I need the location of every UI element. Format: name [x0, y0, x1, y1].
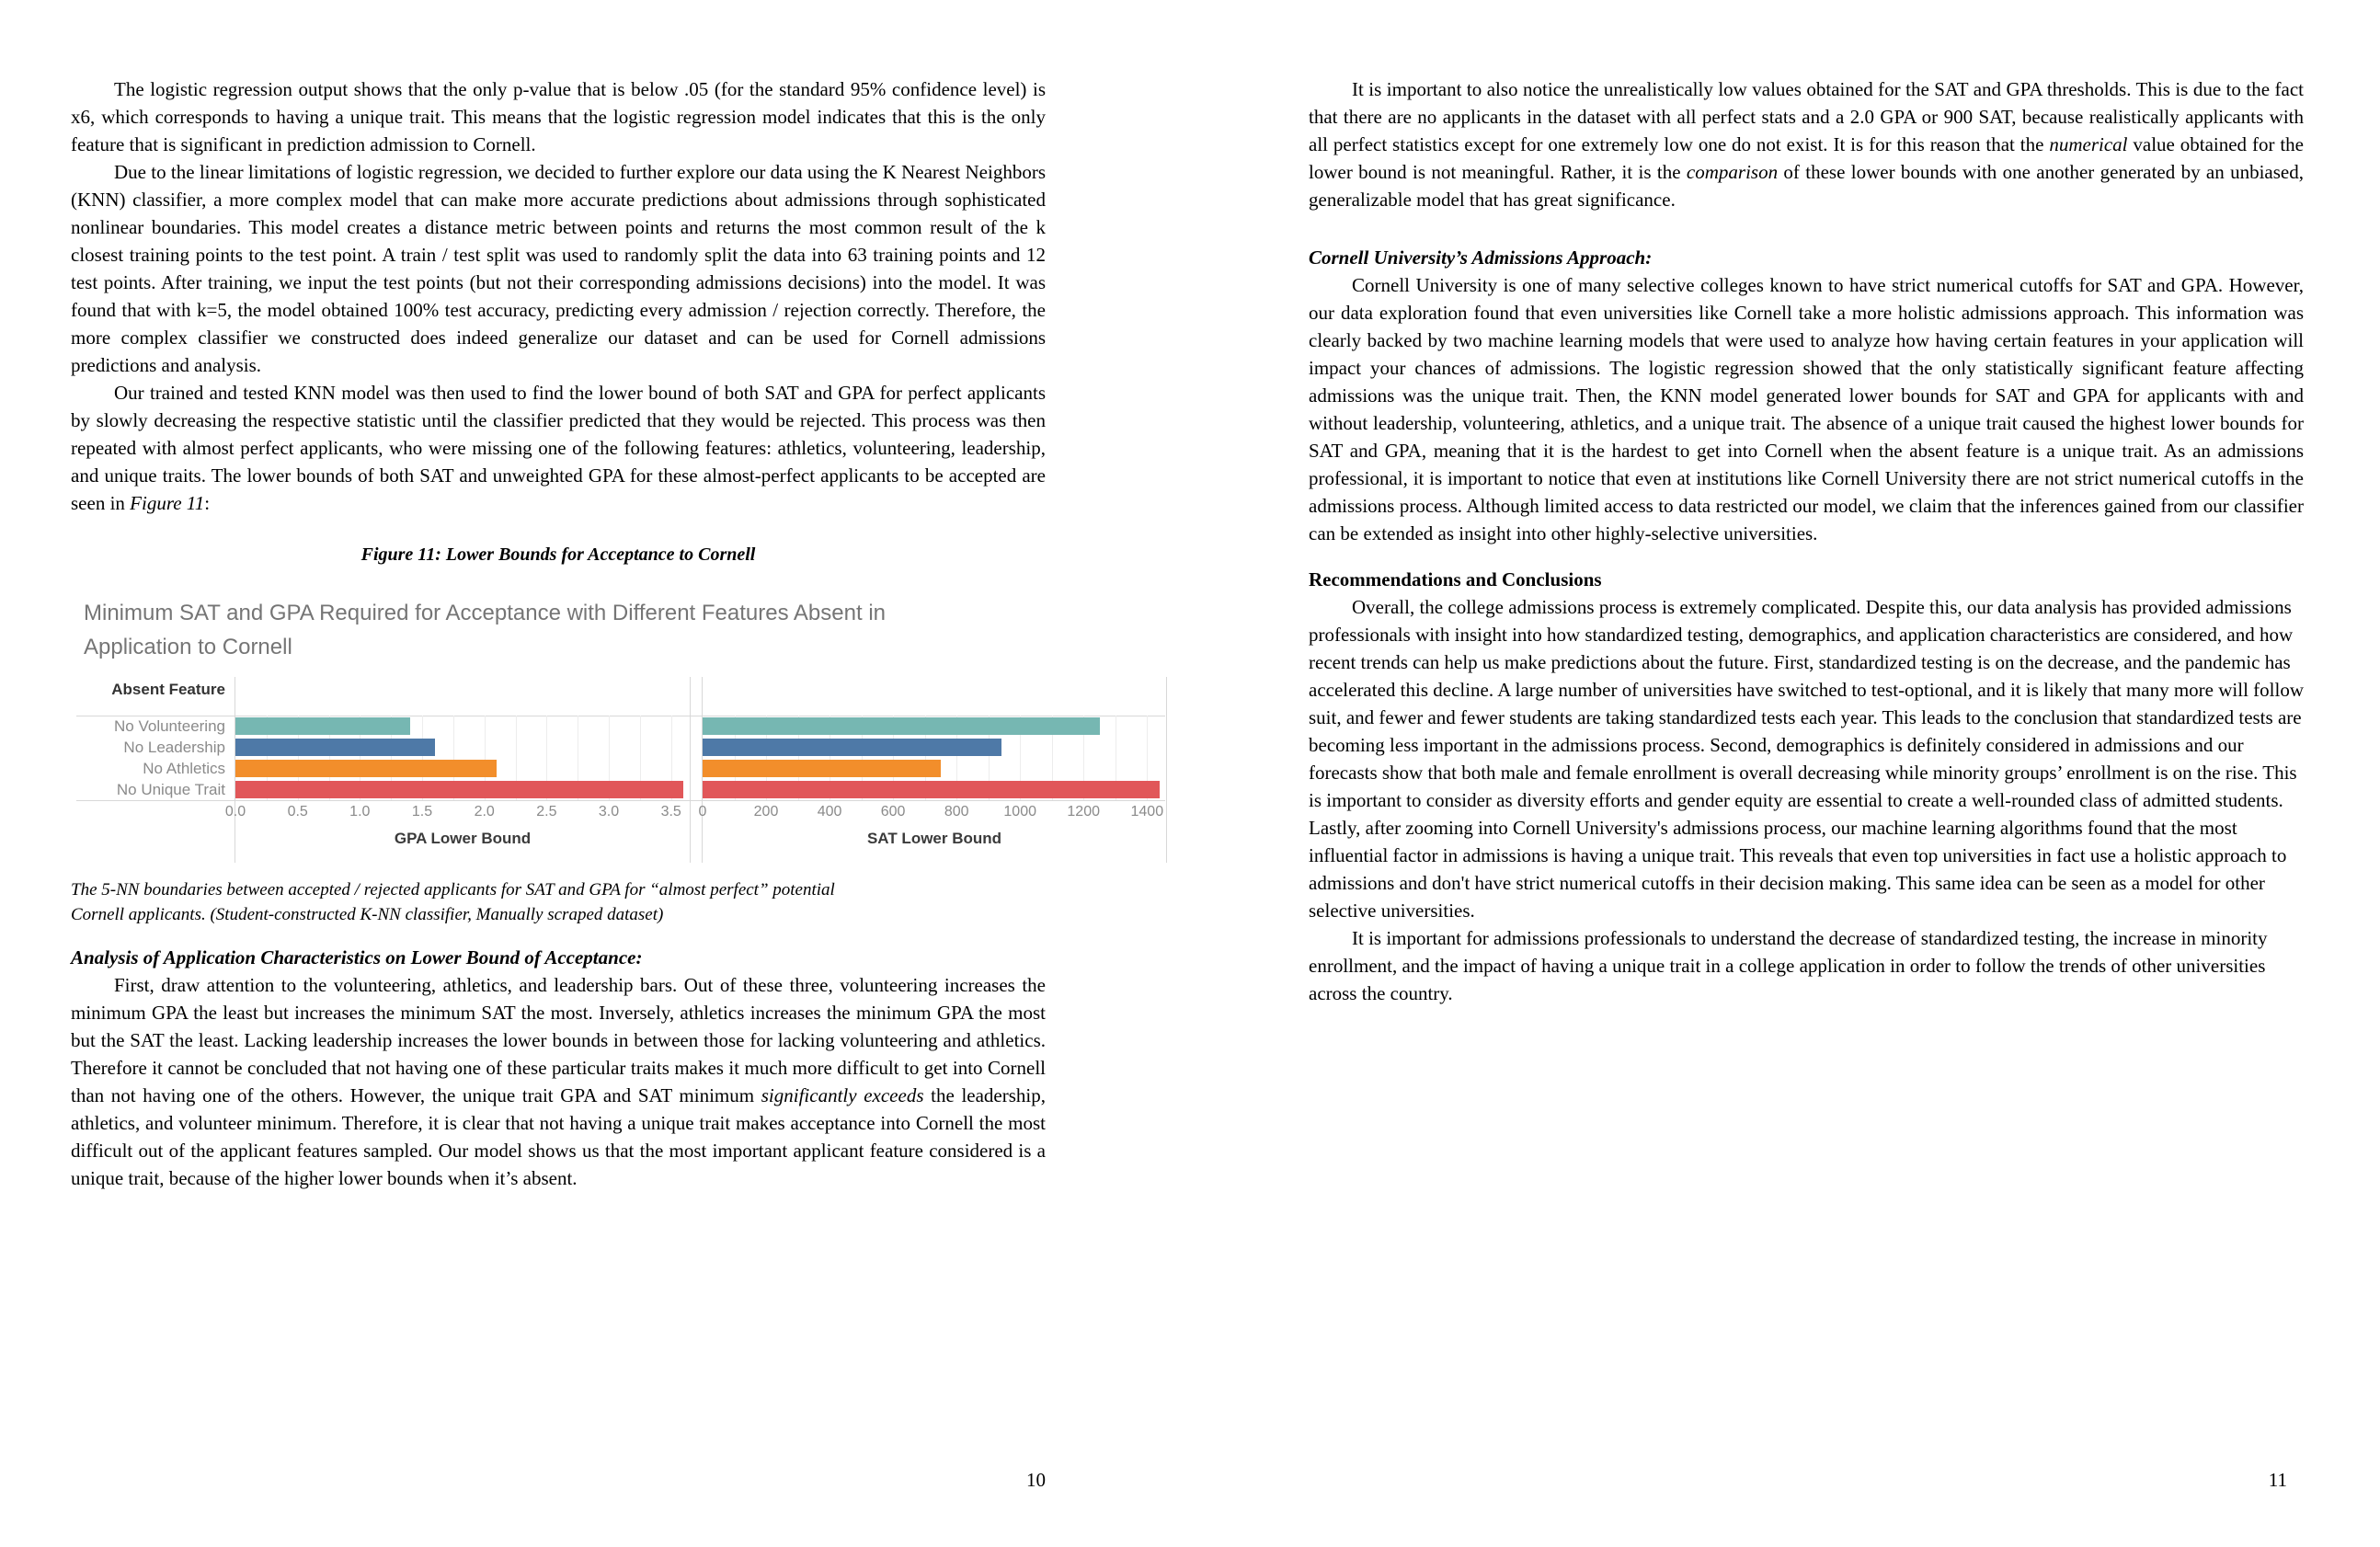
paragraph-analysis: First, draw attention to the volunteering, athletics, and leadership bars. Out of these three, volunteering increases the minimum GPA the least but increases the minimum SAT the most. Inversely, athletics increases the minimum GPA the most but the SAT the least. Lacking leadership increases the lower bounds in between those for lacking volunteering and athletics. Therefore it cannot be concluded that not having one of these particular traits makes it much more difficult to get into Cornell than not having one of the others. However, the unique trait GPA and SAT minimum significantly exceeds the leadership, athletics, and volunteer minimum. Therefore, it is clear that not having a unique trait makes acceptance into Cornell the most difficult out of the applicant features sampled. Our model shows us that the most important applicant feature considered is a unique trait, because of the higher lower bounds when it’s absent. — [71, 974, 1046, 1189]
axis-tick-label: 1.0 — [349, 804, 371, 819]
bar-no-leadership — [235, 739, 435, 756]
chart-category-label: No Volunteering — [114, 717, 225, 735]
axis-tick-label: 1200 — [1067, 804, 1100, 819]
axis-tick-label: 1.5 — [411, 804, 433, 819]
axis-tick-label: 600 — [880, 804, 906, 819]
paragraph-logistic-output: The logistic regression output shows that the only p-value that is below .05 (for the standard 95% confidence level) is x6, which corresponds to having a unique trait. This means that the logistic regression model indicates that this is the only feature that is significant in prediction admission to Cornell. — [71, 78, 1046, 155]
axis-title-gpa: GPA Lower Bound — [394, 830, 532, 847]
axis-tick-label: 200 — [753, 804, 779, 819]
paragraph-recommendations: Overall, the college admissions process is extremely complicated. Despite this, our data analysis has provided admissions professionals with insight into how standardized testing, demographics, and application characteristics are considered, and how recent trends can help us make predictions about the future. First, standardized testing is on the decrease, and the pandemic has accelerated this decline. A large number of universities have switched to test-optional, and it is likely that many more will follow suit, and fewer and fewer students are taking standardized tests each year. This leads to the conclusion that standardized tests are becoming less important in the admissions process. Second, demographics is definitely considered in admissions and our forecasts show that both male and female enrollment is overall decreasing while minority groups’ enrollment is on the rise. This is important to consider as diversity efforts and gender equity are essential to create a well-rounded class of admitted students. Lastly, after zooming into Cornell University's admissions process, our machine learning algorithms found that the most influential factor in admissions is having a unique trait. This reveals that even top universities in fact use a holistic approach to admissions and don't have strict numerical cutoffs in their decision making. This same idea can be seen as a model for other selective universities. — [1309, 596, 2304, 922]
figure-chart — [71, 596, 1167, 865]
analysis-section-heading: Analysis of Application Characteristics on Lower Bound of Acceptance: — [71, 946, 643, 968]
chart-category-label: No Unique Trait — [116, 781, 225, 798]
admissions-section-heading: Cornell University’s Admissions Approach: — [1309, 246, 1653, 269]
chart-row-header: Absent Feature — [111, 681, 225, 698]
axis-tick-label: 0.5 — [287, 804, 308, 819]
paragraph-closing: It is important for admissions professionals to understand the decrease of standardized testing, the increase in minority enrollment, and the impact of having a unique trait in a college application in order to follow the trends of other universities across the country. — [1309, 927, 2268, 1004]
chart-category-label: No Leadership — [123, 739, 225, 756]
bar-no-athletics — [235, 760, 497, 777]
recommendations-section-heading: Recommendations and Conclusions — [1309, 568, 1602, 590]
axis-tick-label: 2.5 — [536, 804, 557, 819]
bar-no-volunteering — [235, 717, 410, 735]
axis-tick-label: 2.0 — [474, 804, 495, 819]
chart-category-label: No Athletics — [143, 760, 225, 777]
figure-caption-title: Figure 11: Lower Bounds for Acceptance to Cornell — [360, 544, 756, 565]
axis-tick-label: 0.0 — [224, 804, 246, 819]
page-right — [1309, 75, 2304, 1007]
page-number-left: 10 — [1026, 1469, 1046, 1491]
page-number-right: 11 — [2268, 1469, 2287, 1491]
axis-tick-label: 3.5 — [660, 804, 681, 819]
paragraph-lower-bounds: Our trained and tested KNN model was then used to find the lower bound of both SAT and GPA for perfect applicants by slowly decreasing the respective statistic until the classifier predicted that they would be rejected. This process was then repeated with almost perfect applicants, who were missing one of the following features: athletics, volunteering, leadership, and unique traits. The lower bounds of both SAT and unweighted GPA for these almost-perfect applicants to be accepted are seen in Figure 11: — [71, 382, 1046, 514]
axis-title-sat: SAT Lower Bound — [866, 830, 1002, 847]
bar-no-unique-trait — [703, 781, 1160, 798]
page-left — [71, 75, 1164, 1192]
chart-panel-sat — [698, 677, 1167, 863]
bar-no-volunteering — [703, 717, 1100, 735]
paragraph-thresholds: It is important to also notice the unrealistically low values obtained for the SAT and GPA thresholds. This is due to the fact that there are no applicants in the dataset with all perfect stats and a 2.0 GPA or 900 SAT, because realistically applicants with all perfect statistics except for one extremely low one do not exist. It is for this reason that the numerical value obtained for the lower bound is not meaningful. Rather, it is the comparison of these lower bounds with one another generated by an unbiased, generalizable model that has great significance. — [1309, 78, 2304, 211]
chart-panel-gpa — [224, 677, 691, 863]
axis-tick-label: 400 — [817, 804, 842, 819]
bar-no-athletics — [703, 760, 941, 777]
axis-tick-label: 1000 — [1003, 804, 1036, 819]
paragraph-admissions-approach: Cornell University is one of many selective colleges known to have strict numerical cutoffs for SAT and GPA. However, our data exploration found that even universities like Cornell take a more holistic admissions approach. This information was clearly backed by two machine learning models that were used to analyze how having certain features in your application will impact your chances of admissions. The logistic regression showed that the only statistically significant feature affecting admissions was the unique trait. Then, the KNN model generated lower bounds for SAT and GPA for applicants with and without leadership, volunteering, athletics, and a unique trait. The absence of a unique trait caused the highest lower bounds for SAT and GPA, meaning that it is the hardest to get into Cornell when the absent feature is a unique trait. As an admissions professional, it is important to notice that even at institutions like Cornell University there are not strict numerical cutoffs in the admissions process. Although limited access to data restricted our model, we claim that the inferences gained from our classifier can be extended as insight into other highly-selective universities. — [1309, 274, 2304, 544]
axis-tick-label: 0 — [698, 804, 707, 819]
figure-note: The 5-NN boundaries between accepted / rejected applicants for SAT and GPA for “almost perfect” potential Cornell applicants. (Student-constructed K-NN classifier, Manually scraped dataset) — [71, 880, 835, 924]
axis-tick-label: 3.0 — [598, 804, 620, 819]
bar-no-unique-trait — [235, 781, 683, 798]
axis-tick-label: 1400 — [1130, 804, 1164, 819]
chart-title: Minimum SAT and GPA Required for Acceptance with Different Features Absent in Application to Cornell — [84, 601, 886, 659]
axis-tick-label: 800 — [944, 804, 969, 819]
paragraph-knn-model: Due to the linear limitations of logistic regression, we decided to further explore our data using the K Nearest Neighbors (KNN) classifier, a more complex model that can make more accurate predictions about admissions through sophisticated nonlinear boundaries. This model creates a distance metric between points and returns the most common result of the k closest training points to the test point. A train / test split was used to randomly split the data into 63 training points and 12 test points. After training, we input the test points (but not their corresponding admissions decisions) into the model. It was found that with k=5, the model obtained 100% test accuracy, predicting every admission / rejection correctly. Therefore, the more complex classifier we constructed does indeed generalize our dataset and can be used for Cornell admissions predictions and analysis. — [71, 161, 1046, 376]
bar-no-leadership — [703, 739, 1001, 756]
